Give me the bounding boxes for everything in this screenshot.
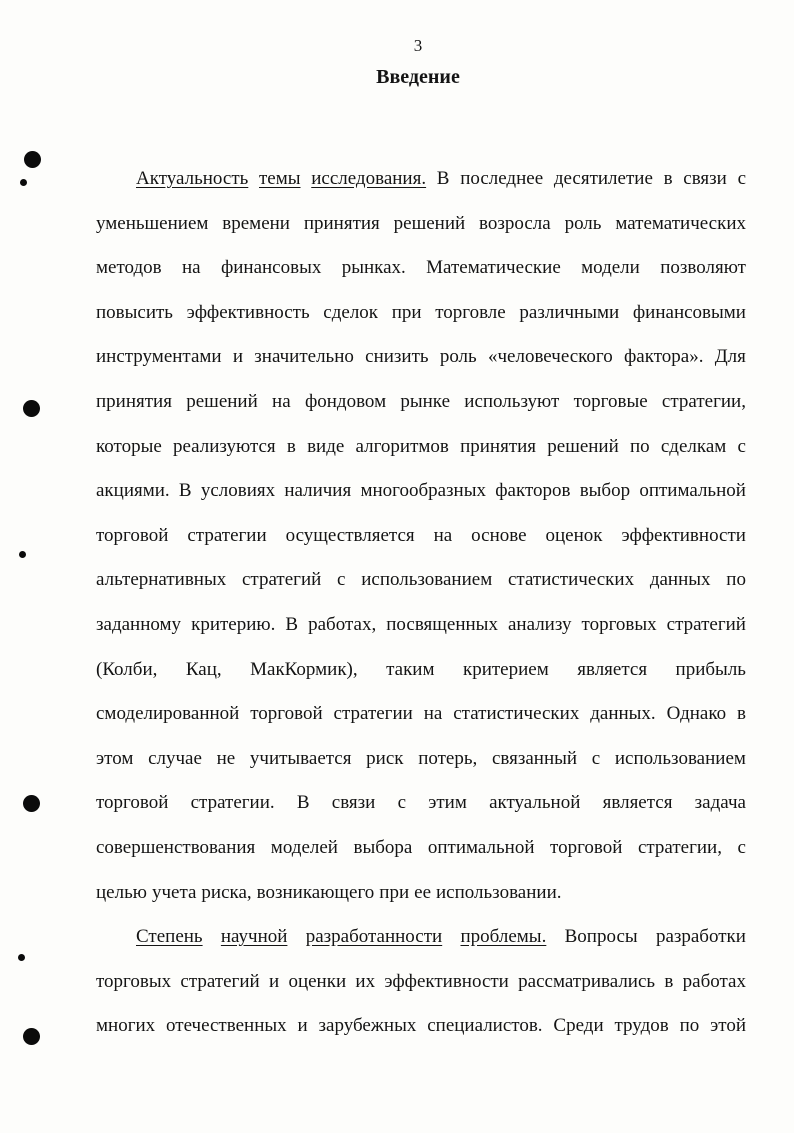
body-text bbox=[96, 164, 746, 1056]
word: целью bbox=[96, 881, 147, 903]
word: осуществляется bbox=[285, 524, 415, 546]
word: роль bbox=[564, 212, 602, 234]
word: анализу bbox=[508, 613, 572, 635]
word: алгоритмов bbox=[355, 435, 449, 457]
word: статистических bbox=[453, 703, 580, 725]
word: математических bbox=[615, 212, 746, 234]
word: снизить bbox=[365, 346, 429, 368]
word: эффективности bbox=[384, 970, 509, 992]
word: этом bbox=[96, 747, 134, 769]
word: по bbox=[679, 1015, 700, 1037]
word: Вопросы bbox=[564, 926, 638, 948]
word: эффективности bbox=[621, 524, 746, 546]
word: десятилетие bbox=[553, 168, 653, 189]
section-heading: Введение bbox=[376, 66, 460, 88]
text-line bbox=[96, 699, 746, 744]
text-line bbox=[96, 209, 746, 254]
word: и bbox=[268, 970, 280, 992]
word: работах, bbox=[308, 613, 377, 635]
word: стратегий bbox=[666, 613, 746, 635]
word: стратегии, bbox=[661, 390, 746, 412]
word: этим bbox=[428, 792, 467, 814]
word: критерию. bbox=[191, 613, 276, 635]
word: является bbox=[602, 792, 673, 814]
text-line bbox=[96, 253, 746, 298]
word: с bbox=[397, 792, 406, 814]
word: смоделированной bbox=[96, 703, 240, 725]
word: по bbox=[726, 569, 746, 591]
word: специалистов. bbox=[427, 1015, 543, 1037]
word: различными bbox=[519, 301, 620, 323]
text-line bbox=[96, 521, 746, 566]
word: работах bbox=[682, 970, 746, 992]
word: многообразных bbox=[360, 480, 486, 502]
word: учета bbox=[151, 881, 197, 903]
word: использованием bbox=[361, 569, 493, 591]
word: акциями. bbox=[96, 480, 170, 502]
word: фактора». bbox=[624, 346, 704, 368]
word: В bbox=[436, 168, 450, 189]
word: Однако bbox=[666, 703, 727, 725]
word: статистических bbox=[507, 569, 635, 591]
word: проблемы. bbox=[460, 926, 547, 948]
word: рынках. bbox=[341, 257, 406, 279]
text-line bbox=[96, 833, 746, 878]
word: учитывается bbox=[249, 747, 352, 769]
word: совершенствования bbox=[96, 836, 256, 858]
word: связи bbox=[683, 168, 727, 189]
text-line bbox=[96, 922, 746, 967]
word: на bbox=[423, 703, 443, 725]
word: исследования. bbox=[311, 168, 427, 189]
word: ее bbox=[414, 881, 432, 903]
word: разработанности bbox=[305, 926, 443, 948]
word: МакКормик), bbox=[250, 658, 358, 680]
word: В bbox=[285, 613, 299, 635]
word: позволяют bbox=[660, 257, 746, 279]
word: рынке bbox=[400, 390, 450, 412]
word: Среди bbox=[553, 1015, 604, 1037]
word: при bbox=[391, 301, 422, 323]
word: не bbox=[216, 747, 236, 769]
word: с bbox=[337, 569, 346, 591]
word: зарубежных bbox=[318, 1015, 417, 1037]
word: заданному bbox=[96, 613, 182, 635]
word: при bbox=[379, 881, 410, 903]
punch-hole-mark bbox=[24, 151, 41, 168]
word: разработки bbox=[655, 926, 746, 948]
word: которые bbox=[96, 435, 162, 457]
word: времени bbox=[222, 212, 290, 234]
word: торговой bbox=[96, 792, 169, 814]
word: используют bbox=[464, 390, 560, 412]
word: «человеческого bbox=[487, 346, 613, 368]
word: этой bbox=[710, 1015, 746, 1037]
word: инструментами bbox=[96, 346, 222, 368]
word: роль bbox=[439, 346, 477, 368]
word: В bbox=[178, 480, 192, 502]
word: сделкам bbox=[660, 435, 727, 457]
word: оптимальной bbox=[639, 480, 746, 502]
text-line bbox=[96, 298, 746, 343]
punch-hole-mark bbox=[23, 1028, 40, 1045]
word: решений bbox=[393, 212, 466, 234]
punch-hole-mark bbox=[18, 954, 25, 961]
word: связи bbox=[331, 792, 376, 814]
text-line bbox=[96, 655, 746, 700]
word: уменьшением bbox=[96, 212, 209, 234]
word: Актуальность bbox=[136, 168, 249, 189]
word: использованием bbox=[614, 747, 746, 769]
word: по bbox=[629, 435, 650, 457]
word: на bbox=[433, 524, 453, 546]
word: риска, bbox=[201, 881, 252, 903]
word: условиях bbox=[200, 480, 276, 502]
word: стратегий bbox=[180, 970, 260, 992]
word: решений bbox=[186, 390, 258, 412]
word: данных. bbox=[590, 703, 656, 725]
word: финансовых bbox=[220, 257, 322, 279]
word: риск bbox=[366, 747, 404, 769]
punch-hole-mark bbox=[23, 400, 40, 417]
word: является bbox=[577, 658, 648, 680]
word: наличия bbox=[284, 480, 352, 502]
word: основе bbox=[471, 524, 527, 546]
punch-hole-mark bbox=[20, 179, 27, 186]
word: принятия bbox=[303, 212, 380, 234]
word: использовании. bbox=[436, 881, 562, 903]
text-line bbox=[96, 610, 746, 655]
text-line bbox=[96, 164, 746, 209]
word: критерием bbox=[462, 658, 549, 680]
word: виде bbox=[307, 435, 345, 457]
text-line bbox=[96, 342, 746, 387]
word: с bbox=[737, 435, 746, 457]
punch-hole-mark bbox=[19, 551, 26, 558]
word: задача bbox=[694, 792, 746, 814]
word: в bbox=[286, 435, 296, 457]
word: с bbox=[737, 836, 746, 858]
word: возникающего bbox=[256, 881, 375, 903]
word: Кац, bbox=[185, 658, 222, 680]
word: случае bbox=[148, 747, 202, 769]
word: повысить bbox=[96, 301, 173, 323]
word: финансовыми bbox=[632, 301, 746, 323]
word: торговых bbox=[96, 970, 172, 992]
text-line bbox=[96, 1011, 746, 1056]
word: (Колби, bbox=[96, 658, 158, 680]
word: потерь, bbox=[418, 747, 478, 769]
word: торговой bbox=[250, 703, 323, 725]
word: таким bbox=[386, 658, 435, 680]
word: оптимальной bbox=[427, 836, 535, 858]
word: торговой bbox=[550, 836, 623, 858]
word: с bbox=[737, 168, 746, 189]
text-line bbox=[96, 967, 746, 1012]
punch-hole-mark bbox=[23, 795, 40, 812]
word: на bbox=[272, 390, 291, 412]
word: реализуются bbox=[172, 435, 276, 457]
word: моделей bbox=[270, 836, 338, 858]
word: на bbox=[181, 257, 201, 279]
word: методов bbox=[96, 257, 162, 279]
word: и bbox=[232, 346, 244, 368]
text-line bbox=[96, 565, 746, 610]
word: торговых bbox=[581, 613, 657, 635]
word: торговле bbox=[435, 301, 506, 323]
word: Для bbox=[714, 346, 746, 368]
word: с bbox=[591, 747, 601, 769]
word: факторов bbox=[495, 480, 571, 502]
word: связанный bbox=[491, 747, 578, 769]
text-line bbox=[96, 788, 746, 833]
word: многих bbox=[96, 1015, 156, 1037]
word: выбора bbox=[353, 836, 413, 858]
word: выбор bbox=[579, 480, 631, 502]
word: фондовом bbox=[304, 390, 387, 412]
word: оценок bbox=[545, 524, 603, 546]
word: данных bbox=[649, 569, 711, 591]
word: стратегии, bbox=[637, 836, 722, 858]
word: отечественных bbox=[166, 1015, 287, 1037]
word: актуальной bbox=[489, 792, 581, 814]
word: Степень bbox=[136, 926, 203, 948]
word: рассматривались bbox=[518, 970, 656, 992]
word: в bbox=[737, 703, 746, 725]
word: решений bbox=[547, 435, 619, 457]
word: стратегии bbox=[187, 524, 267, 546]
word: В bbox=[296, 792, 310, 814]
word: сделок bbox=[323, 301, 379, 323]
word: посвященных bbox=[386, 613, 498, 635]
text-line bbox=[96, 432, 746, 477]
word: в bbox=[664, 970, 674, 992]
word: научной bbox=[220, 926, 288, 948]
word: прибыль bbox=[675, 658, 746, 680]
word: трудов bbox=[614, 1015, 669, 1037]
word: в bbox=[663, 168, 673, 189]
text-line bbox=[96, 878, 746, 923]
word: модели bbox=[581, 257, 640, 279]
word: их bbox=[355, 970, 376, 992]
word: стратегии bbox=[333, 703, 413, 725]
word: стратегий bbox=[242, 569, 322, 591]
word: торговой bbox=[96, 524, 169, 546]
word: принятия bbox=[96, 390, 172, 412]
word: Математические bbox=[426, 257, 561, 279]
word: эффективность bbox=[186, 301, 310, 323]
word: возросла bbox=[479, 212, 551, 234]
word: и bbox=[297, 1015, 308, 1037]
text-line bbox=[96, 744, 746, 789]
word: стратегии. bbox=[190, 792, 275, 814]
text-line bbox=[96, 476, 746, 521]
word: последнее bbox=[460, 168, 544, 189]
word: значительно bbox=[254, 346, 354, 368]
text-line bbox=[96, 387, 746, 432]
word: принятия bbox=[460, 435, 537, 457]
word: альтернативных bbox=[96, 569, 227, 591]
word: торговые bbox=[573, 390, 648, 412]
page-number: 3 bbox=[413, 36, 423, 55]
word: оценки bbox=[288, 970, 347, 992]
word: темы bbox=[259, 168, 301, 189]
